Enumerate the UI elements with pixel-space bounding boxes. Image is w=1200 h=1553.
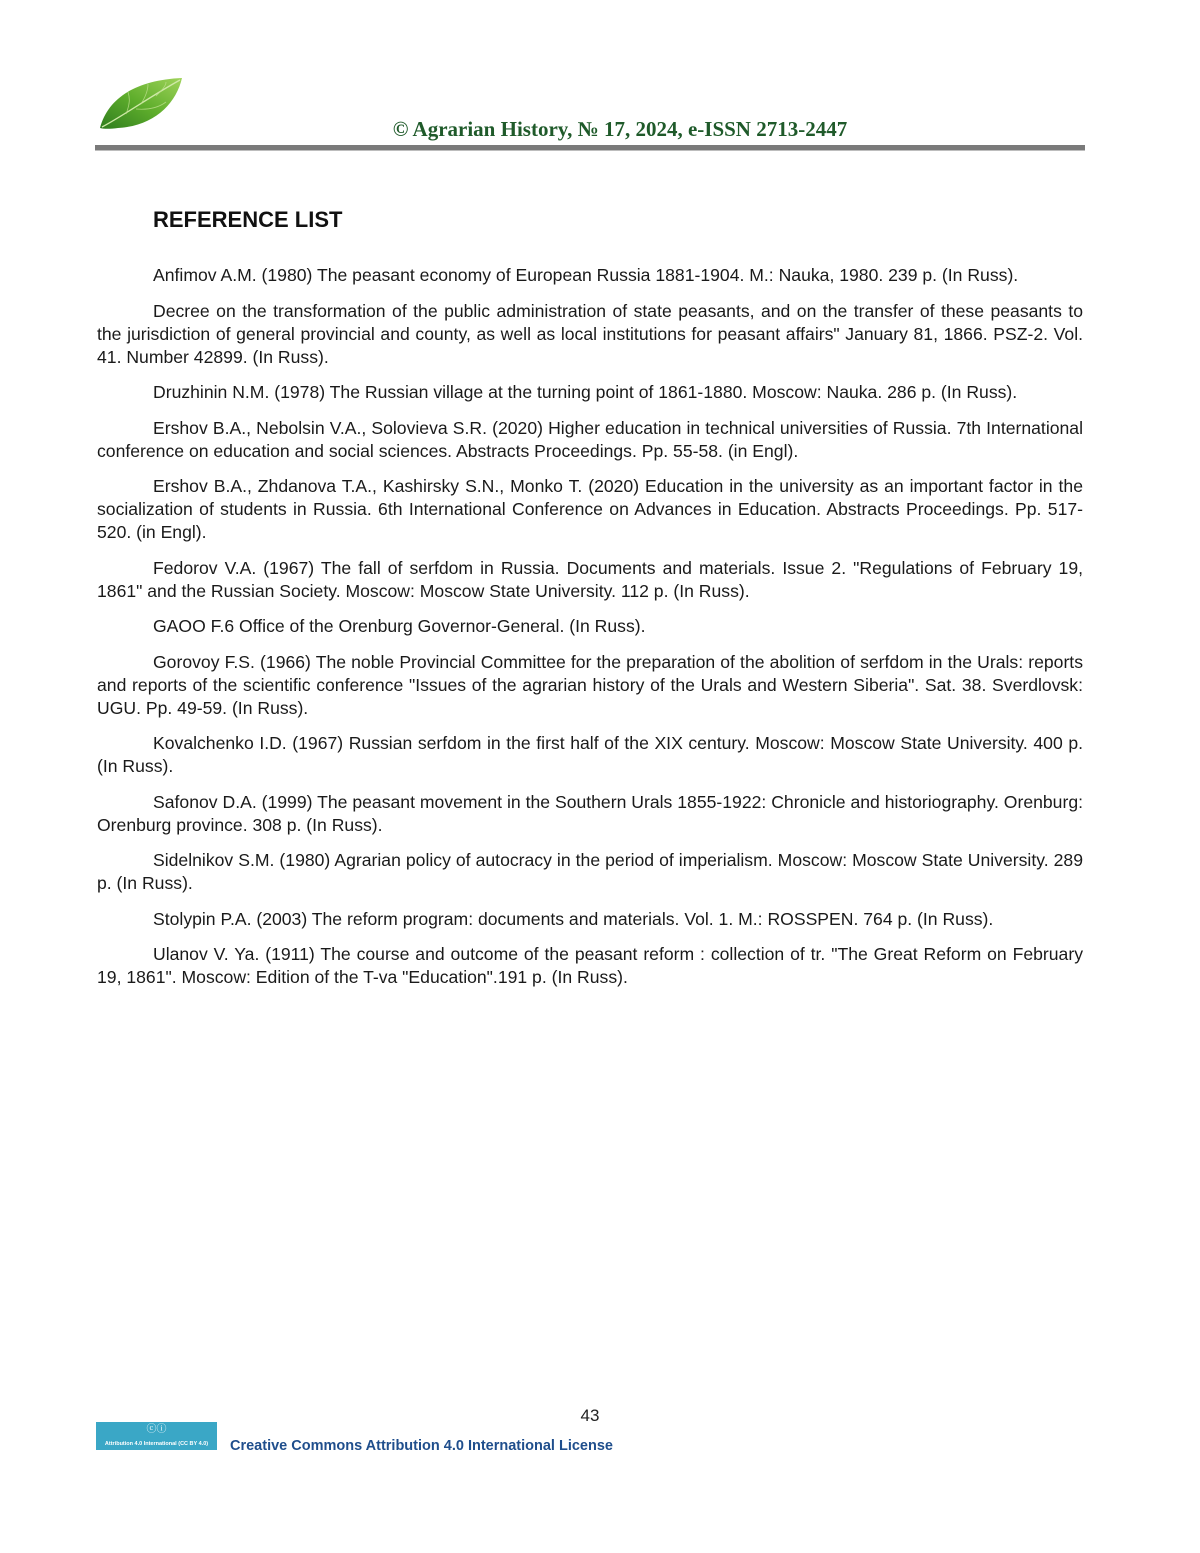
header-rule <box>95 145 1085 151</box>
reference-item: GAOO F.6 Office of the Orenburg Governor-General. (In Russ). <box>153 616 646 636</box>
journal-title: © Agrarian History, № 17, 2024, e-ISSN 2713-2447 <box>392 117 848 141</box>
reference-item: Gorovoy F.S. (1966) The noble Provincial Committee for the preparation of the abolition of serfdom in the Urals: reports and reports of the scientific conference "Issues of the agrarian history of the Urals and Western Siberia". Sat. 38. Sverdlovsk: UGU. Pp. 49-59. (In Russ). <box>97 651 1083 718</box>
reference-item: Anfimov A.M. (1980) The peasant economy of European Russia 1881-1904. M.: Nauka, 1980. 239 p. (In Russ). <box>153 265 1019 285</box>
reference-item: Ershov B.A., Nebolsin V.A., Solovieva S.R. (2020) Higher education in technical universities of Russia. 7th International conference on education and social sciences. Abstracts Proceedings. Pp. 55-58. (in Engl). <box>97 417 1083 461</box>
page-number: 43 <box>580 1406 600 1425</box>
section-title: REFERENCE LIST <box>153 207 343 232</box>
reference-item: Ulanov V. Ya. (1911) The course and outcome of the peasant reform : collection of tr. "The Great Reform on February 19, 1861". Moscow: Edition of the T-va "Education".191 p. (In Russ). <box>97 944 1083 987</box>
reference-item: Decree on the transformation of the public administration of state peasants, and on the transfer of these peasants to the jurisdiction of general provincial and county, as well as local institutions for peasant affairs" January 81, 1866. PSZ-2. Vol. 41. Number 42899. (In Russ). <box>97 300 1083 367</box>
cc-by-icon: ⓒⓘ <box>146 1424 167 1435</box>
cc-license-badge[interactable] <box>96 1422 217 1450</box>
reference-item: Druzhinin N.M. (1978) The Russian village at the turning point of 1861-1880. Moscow: Nauka. 286 p. (In Russ). <box>153 382 1018 402</box>
license-link[interactable]: Creative Commons Attribution 4.0 International License <box>230 1438 613 1454</box>
reference-item: Sidelnikov S.M. (1980) Agrarian policy of autocracy in the period of imperialism. Moscow: Moscow State University. 289 p. (In Russ). <box>97 850 1083 893</box>
reference-item: Safonov D.A. (1999) The peasant movement in the Southern Urals 1855-1922: Chronicle and historiography. Orenburg: Orenburg province. 308 p. (In Russ). <box>97 791 1083 835</box>
reference-list <box>97 264 1083 1002</box>
reference-item: Ershov B.A., Zhdanova T.A., Kashirsky S.N., Monko T. (2020) Education in the university as an important factor in the socialization of students in Russia. 6th International Conference on Advances in Education. Abstracts Proceedings. Pp. 517-520. (in Engl). <box>97 476 1083 542</box>
reference-item: Stolypin P.A. (2003) The reform program: documents and materials. Vol. 1. M.: ROSSPEN. 764 p. (In Russ). <box>153 908 994 929</box>
reference-item: Kovalchenko I.D. (1967) Russian serfdom in the first half of the XIX century. Moscow: Moscow State University. 400 p. (In Russ). <box>97 733 1083 776</box>
reference-item: Fedorov V.A. (1967) The fall of serfdom in Russia. Documents and materials. Issue 2. "Regulations of February 19, 1861" and the Russian Society. Moscow: Moscow State University. 112 p. (In Russ). <box>97 557 1083 601</box>
cc-badge-text: Attribution 4.0 International (CC BY 4.0) <box>104 1441 209 1447</box>
